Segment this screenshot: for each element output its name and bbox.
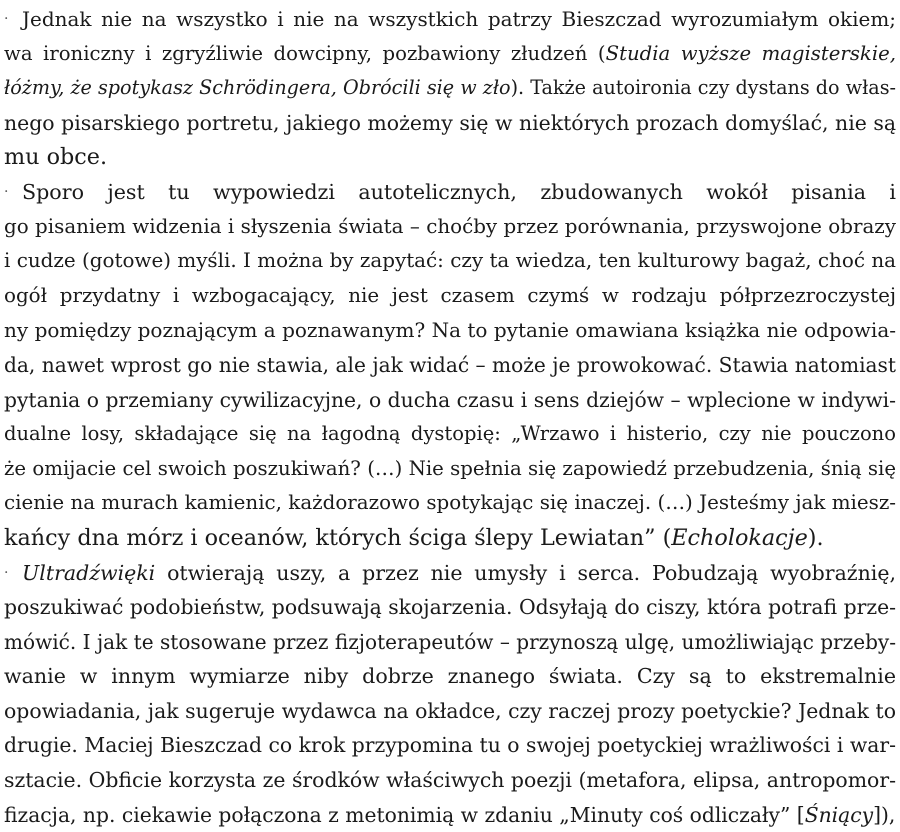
- text-line: [4, 210, 896, 245]
- paragraph: [4, 556, 896, 832]
- text-line: [4, 348, 896, 383]
- text-line: [4, 106, 896, 141]
- bullet-icon: ·: [4, 556, 22, 591]
- text-line: [4, 590, 896, 625]
- text-segment: drugie. Maciej Bieszczad co krok przypomina tu o swojej poetyckiej wrażliwości i war-: [4, 733, 896, 757]
- text-line: [4, 71, 896, 106]
- text-segment: ]),: [873, 803, 895, 827]
- text-line: [4, 625, 896, 660]
- text-segment: go pisaniem widzenia i słyszenia świata – choćby przez porównania, przyswojone obrazy: [4, 215, 896, 238]
- text-line: [4, 556, 896, 591]
- text-segment: ogół przydatny i wzbogacający, nie jest czasem czymś w rodzaju półprzezroczystej: [4, 284, 896, 314]
- italic-title: Ultradźwięki: [22, 561, 155, 585]
- italic-title: Śniący: [805, 803, 873, 827]
- text-line: [4, 798, 896, 832]
- text-segment: mu obce.: [4, 144, 107, 170]
- text-segment: Sporo jest tu wypowiedzi autotelicznych, zbudowanych wokół pisania i: [4, 180, 896, 210]
- text-line: [4, 313, 896, 348]
- text-segment: ).: [808, 525, 824, 551]
- text-segment: dualne losy, składające się na łagodną dystopię: „Wrzawo i histerio, czy nie pouczono: [4, 422, 896, 452]
- text-segment: da, nawet wprost go nie stawia, ale jak widać – może je prowokować. Stawia natomiast: [4, 353, 896, 377]
- text-line: [4, 175, 896, 210]
- text-segment: i cudze (gotowe) myśli. I można by zapytać: czy ta wiedza, ten kulturowy bagaż, choć na: [4, 249, 896, 272]
- text-line: [4, 763, 896, 798]
- text-line: [4, 2, 896, 37]
- text-segment: otwierają uszy, a przez nie umysły i serca. Pobudzają wyobraźnię,: [4, 561, 896, 591]
- text-line: [4, 244, 896, 279]
- bullet-icon: ·: [4, 2, 22, 37]
- text-segment: poszukiwać podobieństw, podsuwają skojarzenia. Odsyłają do ciszy, która potrafi prze-: [4, 595, 896, 619]
- text-line: [4, 728, 896, 763]
- text-segment: że omijacie cel swoich poszukiwań? (…) Nie spełnia się zapowiedź przebudzenia, śnią się: [4, 457, 896, 480]
- text-segment: nego pisarskiego portretu, jakiego możemy się w niektórych prozach domyślać, nie są: [4, 111, 896, 135]
- paragraph: [4, 175, 896, 556]
- text-segment: wa ironiczny i zgryźliwie dowcipny, pozbawiony złudzeń (: [4, 42, 606, 65]
- text-segment: cienie na murach kamienic, każdorazowo spotykając się inaczej. (…) Jesteśmy jak miesz-: [4, 491, 896, 514]
- text-line: [4, 452, 896, 487]
- italic-title: Studia wyższe magisterskie,: [4, 42, 896, 72]
- text-line: [4, 383, 896, 418]
- paragraph: [4, 2, 896, 175]
- text-line: [4, 417, 896, 452]
- text-segment: pytania o przemiany cywilizacyjne, o ducha czasu i sens dziejów – wplecione w indywi-: [4, 388, 896, 412]
- text-segment: Jednak nie na wszystko i nie na wszystkich patrzy Bieszczad wyrozumiałym okiem;: [4, 7, 896, 37]
- text-line: [4, 694, 896, 729]
- text-line: [4, 659, 896, 694]
- text-segment: kańcy dna mórz i oceanów, których ściga ślepy Lewiatan” (: [4, 525, 671, 551]
- text-segment: ny pomiędzy poznającym a poznawanym? Na to pytanie omawiana książka nie odpowia-: [4, 318, 896, 342]
- italic-title: Echolokacje: [671, 525, 808, 551]
- text-line: [4, 521, 896, 556]
- text-segment: sztacie. Obficie korzysta ze środków właściwych poezji (metafora, elipsa, antropomor-: [4, 768, 896, 792]
- text-segment: opowiadania, jak sugeruje wydawca na okładce, czy raczej prozy poetyckie? Jednak to: [4, 699, 896, 723]
- text-line: [4, 140, 896, 175]
- italic-title: łóżmy, że spotykasz Schrödingera, Obrócili się w zło: [4, 76, 511, 99]
- text-segment: mówić. I jak te stosowane przez fizjoterapeutów – przynoszą ulgę, umożliwiając przeby-: [4, 630, 896, 654]
- text-line: [4, 486, 896, 521]
- text-segment: ). Także autoironia czy dystans do włas-: [511, 76, 896, 99]
- text-segment: fizacja, np. ciekawie połączona z metonimią w zdaniu „Minuty coś odliczały” [: [4, 803, 805, 827]
- bullet-icon: ·: [4, 175, 22, 210]
- text-line: [4, 279, 896, 314]
- text-segment: wanie w innym wymiarze niby dobrze znanego świata. Czy są to ekstremalnie: [4, 664, 896, 694]
- text-line: [4, 37, 896, 72]
